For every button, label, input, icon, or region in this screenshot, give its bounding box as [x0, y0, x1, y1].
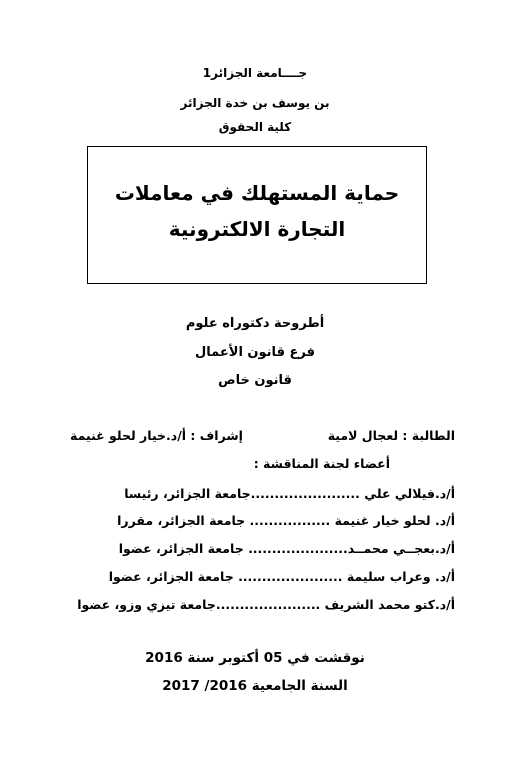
title-box: [87, 146, 427, 284]
thesis-branch: فرع قانون الأعمال: [195, 345, 315, 360]
defense-date: نوقشت في 05 أكتوبر سنة 2016: [145, 650, 365, 666]
committee-member-4: أ/د. وعراب سليمة ...................... جامعة الجزائر، عضوا: [108, 569, 455, 584]
faculty-name: كلية الحقوق: [218, 120, 292, 134]
thesis-title-line-2: التجارة الالكترونية: [168, 217, 346, 241]
academic-year: السنة الجامعية 2016/ 2017: [162, 678, 348, 694]
committee-heading: أعضاء لجنة المناقشة :: [253, 456, 390, 471]
thesis-title-line-1: حماية المستهلك في معاملات: [114, 181, 400, 205]
committee-member-3: أ/د.بعجــي محمــد..................... جامعة الجزائر، عضوا: [118, 541, 455, 556]
committee-member-1: أ/د.فيلالي علي .......................جامعة الجزائر، رئيسا: [124, 486, 455, 501]
thesis-specialty: قانون خاص: [218, 373, 292, 388]
supervisor-name: إشراف : أ/د.خيار لحلو غنيمة: [70, 428, 243, 443]
student-name: الطالبة : لعجال لامية: [327, 428, 455, 443]
committee-member-5: أ/د.كتو محمد الشريف ......................جامعة تيزي وزو، عضوا: [77, 597, 455, 612]
university-name: جــــامعة الجزائر1: [202, 66, 308, 80]
thesis-type: أطروحة دكتوراه علوم: [185, 316, 325, 331]
committee-member-2: أ/د. لحلو خيار غنيمة ................. جامعة الجزائر، مقررا: [117, 513, 455, 528]
student-supervisor-row: [60, 428, 455, 448]
university-full-name: بن يوسف بن خدة الجزائر: [180, 96, 330, 110]
